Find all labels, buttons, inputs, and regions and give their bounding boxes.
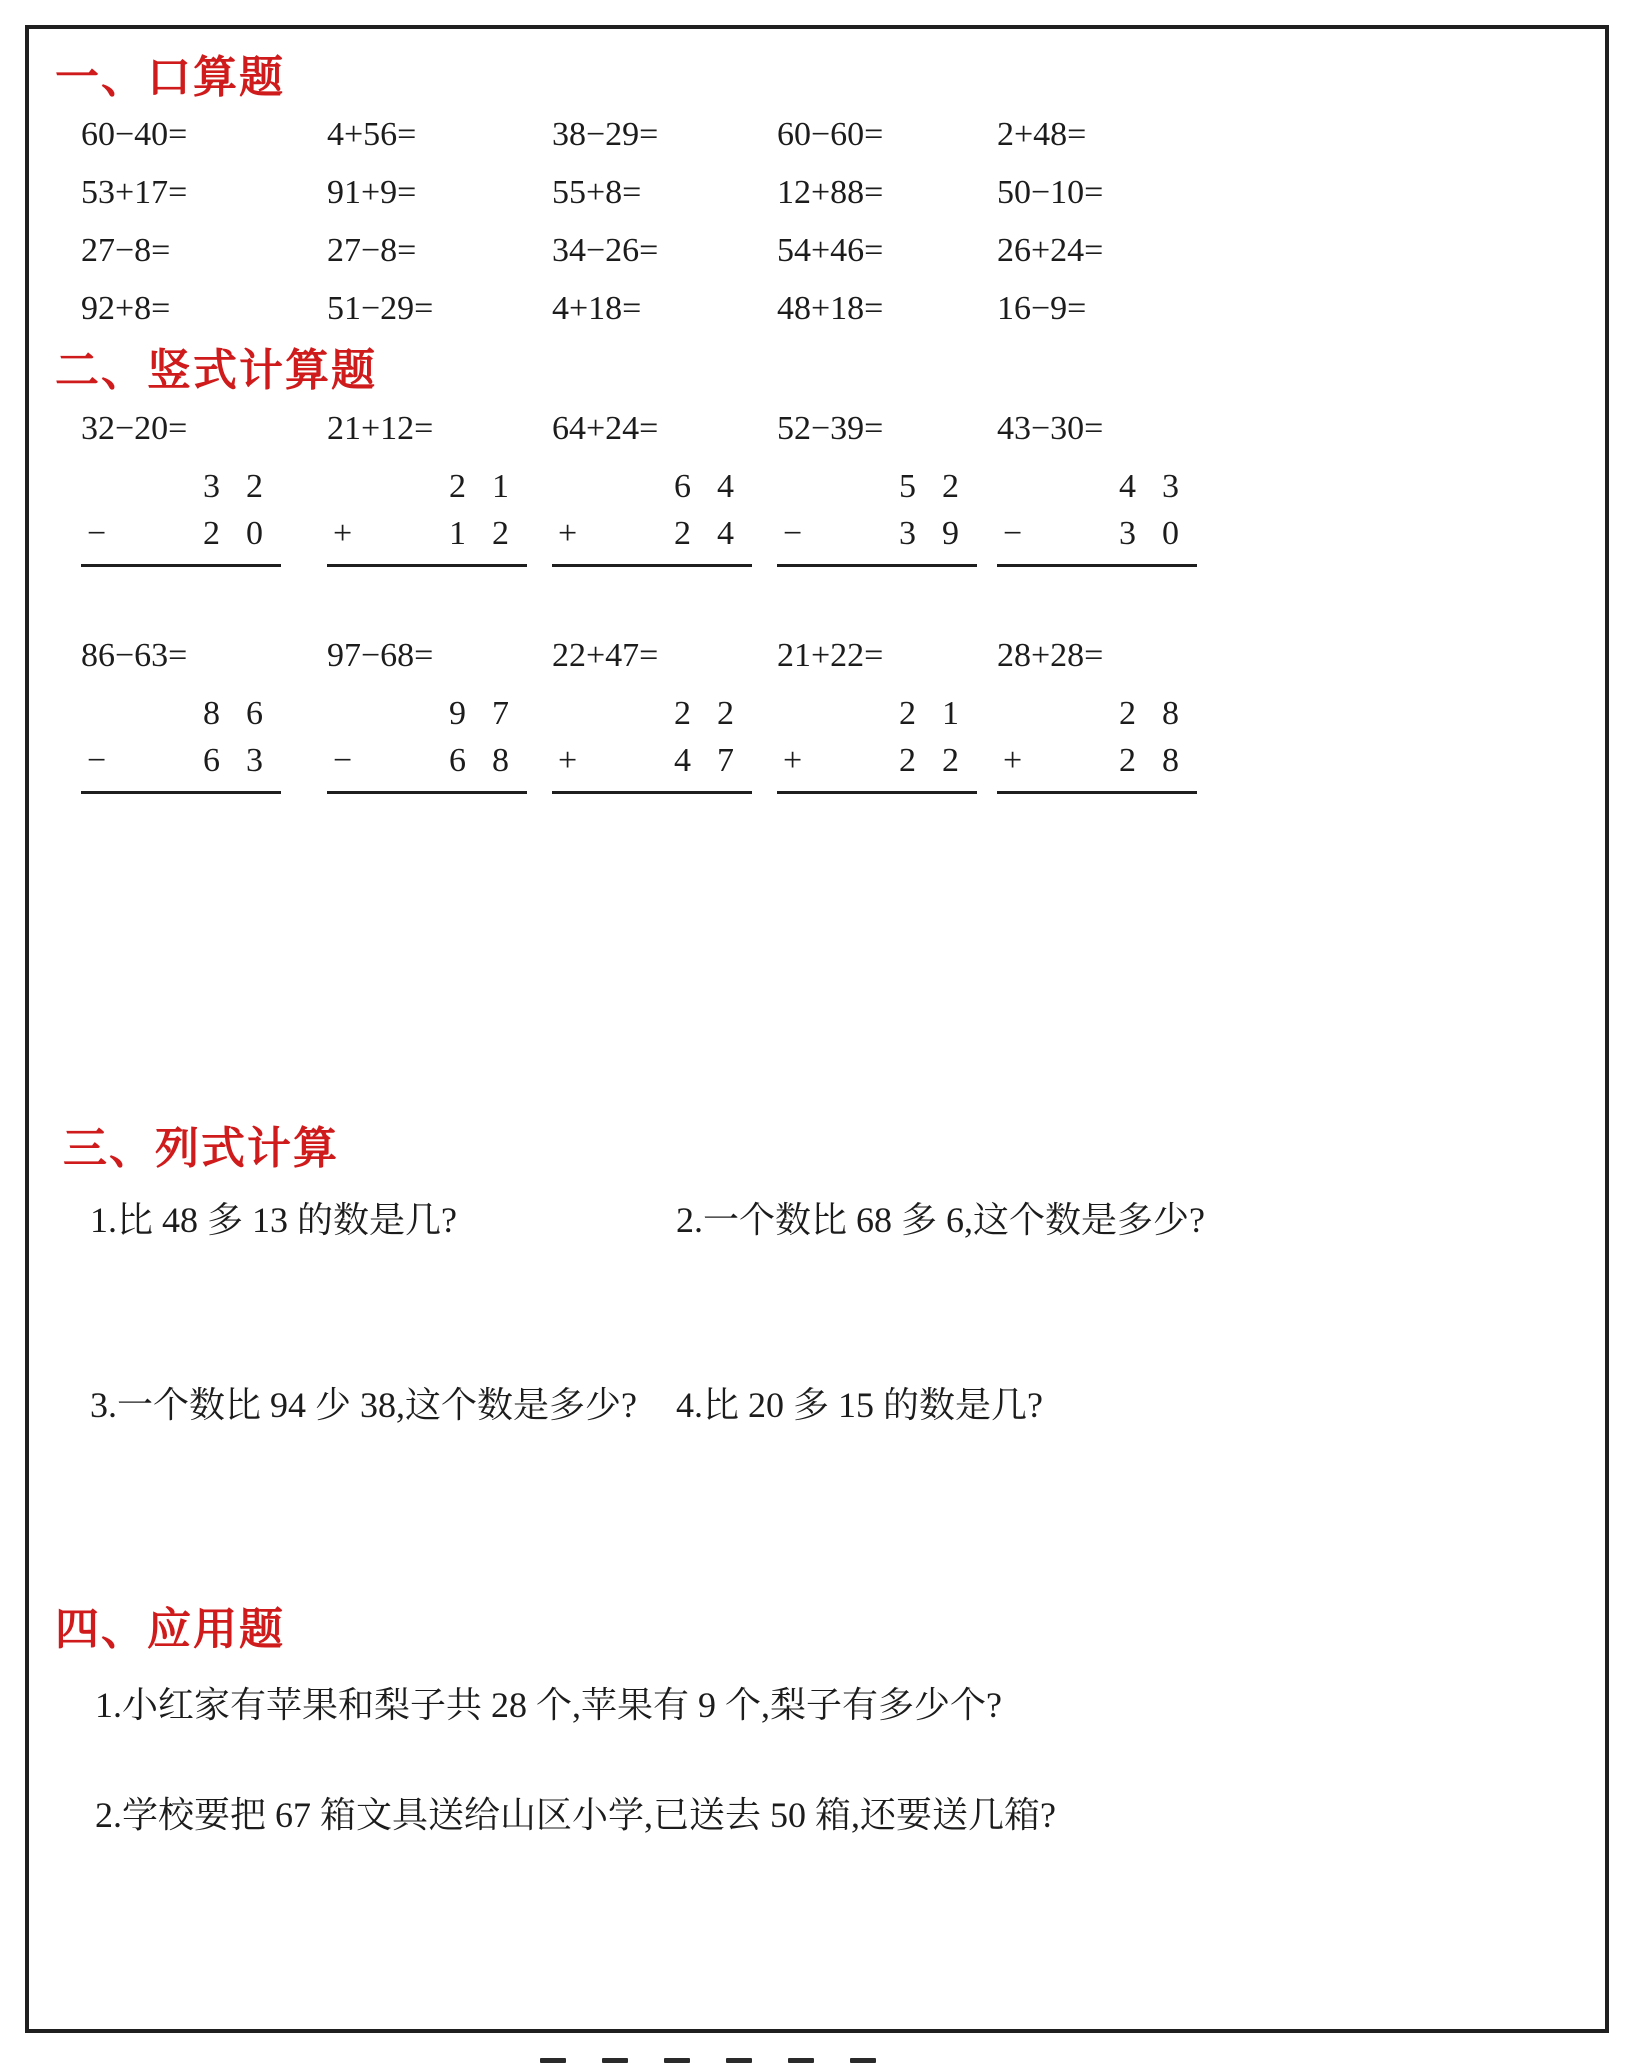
stack-operator: +	[783, 742, 803, 780]
stack-bottom-operand: 12	[449, 515, 535, 553]
oral-problem: 12+88=	[777, 173, 884, 211]
stack-rule-line	[777, 791, 977, 794]
oral-problem: 50−10=	[997, 173, 1104, 211]
stack-operator: −	[87, 742, 107, 780]
equation-problem-3: 3.一个数比 94 少 38,这个数是多少?	[90, 1384, 637, 1425]
stack-rule-line	[81, 564, 281, 567]
stack-top-operand: 43	[1119, 468, 1205, 506]
oral-problem: 92+8=	[81, 289, 171, 327]
vertical-calculation	[997, 464, 1205, 567]
stack-top-operand: 21	[899, 695, 985, 733]
oral-problem: 54+46=	[777, 231, 884, 269]
stack-operator: +	[1003, 742, 1023, 780]
stack-bottom-operand: 22	[899, 742, 985, 780]
oral-problem: 26+24=	[997, 231, 1104, 269]
vertical-expression: 52−39=	[777, 410, 884, 448]
footer-cropped-text	[540, 2058, 1100, 2068]
stack-rule-line	[997, 564, 1197, 567]
vertical-group-1-expressions	[81, 402, 1579, 456]
section-4-title: 四、应用题	[55, 1604, 285, 1654]
stack-bottom-operand: 24	[674, 515, 760, 553]
equation-problem-1: 1.比 48 多 13 的数是几?	[90, 1199, 457, 1240]
oral-problem: 53+17=	[81, 173, 188, 211]
vertical-calculation	[327, 464, 535, 567]
stack-rule-line	[777, 564, 977, 567]
stack-top-operand: 21	[449, 468, 535, 506]
stack-rule-line	[552, 791, 752, 794]
oral-problem: 27−8=	[327, 231, 417, 269]
vertical-group-2-expressions	[81, 629, 1579, 683]
stack-rule-line	[997, 791, 1197, 794]
stack-operator: −	[333, 742, 353, 780]
oral-problem: 2+48=	[997, 115, 1087, 153]
section-1-title: 一、口算题	[55, 53, 285, 102]
worksheet-page	[25, 25, 1609, 2033]
vertical-expression: 86−63=	[81, 637, 188, 675]
oral-problems-row-1	[81, 108, 1579, 162]
vertical-expression: 21+12=	[327, 410, 434, 448]
equation-problem-4: 4.比 20 多 15 的数是几?	[676, 1384, 1043, 1425]
vertical-expression: 32−20=	[81, 410, 188, 448]
stack-bottom-operand: 68	[449, 742, 535, 780]
stack-bottom-operand: 20	[203, 515, 289, 553]
stack-top-operand: 32	[203, 468, 289, 506]
oral-problem: 34−26=	[552, 231, 659, 269]
oral-problems-row-2	[81, 166, 1579, 220]
vertical-calculation	[81, 691, 289, 794]
stack-operator: −	[87, 515, 107, 553]
oral-problem: 4+18=	[552, 289, 642, 327]
stack-bottom-operand: 63	[203, 742, 289, 780]
stack-rule-line	[552, 564, 752, 567]
oral-problem: 4+56=	[327, 115, 417, 153]
oral-problem: 16−9=	[997, 289, 1087, 327]
stack-bottom-operand: 28	[1119, 742, 1205, 780]
stack-bottom-operand: 30	[1119, 515, 1205, 553]
stack-bottom-operand: 47	[674, 742, 760, 780]
stack-operator: +	[558, 742, 578, 780]
vertical-calculation	[327, 691, 535, 794]
stack-top-operand: 86	[203, 695, 289, 733]
vertical-expression: 43−30=	[997, 410, 1104, 448]
oral-problems-row-3	[81, 224, 1579, 278]
oral-problem: 60−40=	[81, 115, 188, 153]
stack-operator: +	[558, 515, 578, 553]
vertical-expression: 97−68=	[327, 637, 434, 675]
stack-top-operand: 52	[899, 468, 985, 506]
stack-operator: −	[783, 515, 803, 553]
vertical-expression: 22+47=	[552, 637, 659, 675]
vertical-calculation	[997, 691, 1205, 794]
stack-top-operand: 64	[674, 468, 760, 506]
oral-problems-row-4	[81, 282, 1579, 336]
vertical-calculation	[552, 464, 760, 567]
vertical-calculation	[777, 691, 985, 794]
stack-rule-line	[81, 791, 281, 794]
vertical-expression: 28+28=	[997, 637, 1104, 675]
section-3-title: 三、列式计算	[63, 1124, 339, 1174]
oral-problem: 27−8=	[81, 231, 171, 269]
oral-problem: 60−60=	[777, 115, 884, 153]
equation-problem-2: 2.一个数比 68 多 6,这个数是多少?	[676, 1199, 1205, 1240]
vertical-calculation	[81, 464, 289, 567]
oral-problem: 38−29=	[552, 115, 659, 153]
stack-rule-line	[327, 564, 527, 567]
oral-problem: 51−29=	[327, 289, 434, 327]
vertical-expression: 21+22=	[777, 637, 884, 675]
oral-problem: 48+18=	[777, 289, 884, 327]
vertical-calculation	[552, 691, 760, 794]
stack-top-operand: 22	[674, 695, 760, 733]
oral-problem: 55+8=	[552, 173, 642, 211]
stack-operator: −	[1003, 515, 1023, 553]
equation-problems	[90, 1195, 1579, 1430]
oral-problem: 91+9=	[327, 173, 417, 211]
stack-bottom-operand: 39	[899, 515, 985, 553]
vertical-calculation	[777, 464, 985, 567]
stack-top-operand: 28	[1119, 695, 1205, 733]
stack-operator: +	[333, 515, 353, 553]
vertical-group-2-stacks	[81, 691, 1579, 794]
word-problem-2: 2.学校要把 67 箱文具送给山区小学,已送去 50 箱,还要送几箱?	[95, 1795, 1056, 1836]
word-problem-1: 1.小红家有苹果和梨子共 28 个,苹果有 9 个,梨子有多少个?	[95, 1685, 1002, 1726]
section-2-title: 二、竖式计算题	[55, 345, 377, 395]
stack-rule-line	[327, 791, 527, 794]
vertical-expression: 64+24=	[552, 410, 659, 448]
vertical-group-1-stacks	[81, 464, 1579, 567]
stack-top-operand: 97	[449, 695, 535, 733]
